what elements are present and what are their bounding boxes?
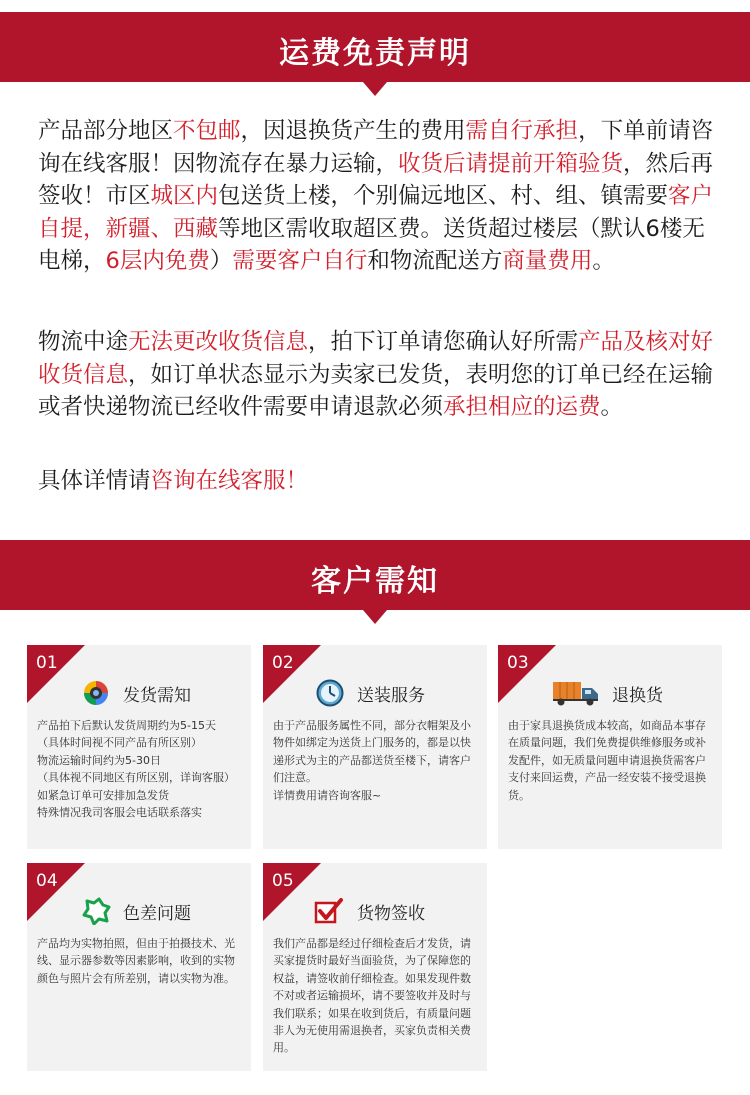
highlight-text: 咨询在线客服！ <box>150 468 309 494</box>
body-text: ，因退换货产生的费用 <box>240 118 466 144</box>
checkbox-icon <box>313 897 343 925</box>
card-number: 03 <box>507 653 529 673</box>
body-text: 等地区需收取超区费。送货超过楼层（默认6楼无电梯， <box>38 215 705 275</box>
freight-paragraph-2 <box>38 326 718 424</box>
card-title: 货物签收 <box>357 904 425 924</box>
notice-title: 客户需知 <box>311 564 439 599</box>
body-text: 。 <box>600 394 624 421</box>
body-text: ，如订单状态显示为卖家已发货，表明您的订单已经在运输或者快递物流已经收件需要申请退款必须 <box>38 361 714 421</box>
card-title: 发货需知 <box>123 686 191 706</box>
camera-lens-icon <box>81 679 111 707</box>
freight-banner-notch <box>363 82 387 96</box>
highlight-text: 收货后请提前开箱验货 <box>398 150 624 177</box>
body-text: ，下单前请咨询在线客服！因物流存在暴力运输， <box>38 118 714 177</box>
card-title: 送装服务 <box>357 686 425 706</box>
highlight-text: 6层内免费 <box>105 248 210 275</box>
highlight-text: 产品及核对好收货信息 <box>38 329 714 388</box>
notice-card-shipping <box>27 645 251 849</box>
card-text: 产品均为实物拍照，但由于拍摄技术、光线、显示器参数等因素影响，收到的实物颜色与照片会有所差别，请以实物为准。 <box>37 937 235 985</box>
card-number: 01 <box>36 653 58 673</box>
highlight-text: 城区内 <box>150 183 219 210</box>
card-text: 由于产品服务属性不同，部分衣帽架及小物件如绑定为送货上门服务的，都是以快递形式为主的产品都送货至楼下，请客户们注意。 详情费用请咨询客服~ <box>273 719 471 802</box>
body-text: ，拍下订单请您确认好所需 <box>308 329 579 355</box>
highlight-text: 客户自提，新疆、西藏 <box>38 183 714 242</box>
body-text: 和物流配送方 <box>367 248 503 275</box>
notice-card-return <box>498 645 722 849</box>
card-number: 02 <box>272 653 294 673</box>
card-title: 退换货 <box>612 686 663 706</box>
delivery-truck-icon <box>552 679 600 707</box>
freight-title: 运费免责声明 <box>279 36 471 71</box>
card-title: 色差问题 <box>123 904 191 924</box>
highlight-text: 需要客户自行 <box>232 248 368 275</box>
clock-icon <box>315 679 345 707</box>
notice-card-delivery <box>263 645 487 849</box>
notice-banner-notch <box>363 610 387 624</box>
body-text: 包送货上楼，个别偏远地区、村、组、镇需要 <box>218 183 669 210</box>
body-text: 产品部分地区 <box>38 118 174 144</box>
highlight-text: 无法更改收货信息 <box>128 329 309 355</box>
notice-card-signing <box>263 863 487 1071</box>
notice-card-color <box>27 863 251 1071</box>
puzzle-icon <box>81 897 111 925</box>
body-text: 。 <box>592 248 615 275</box>
body-text: ，然后再签收！市区 <box>38 150 714 210</box>
body-text: 具体详情请 <box>38 468 151 494</box>
card-text: 由于家具退换货成本较高，如商品本事存在质量问题，我们免费提供维修服务或补发配件，如无质量问题申请退换货需客户支付来回运费，产品一经安装不接受退换货。 <box>508 719 706 802</box>
body-text: ） <box>209 248 233 275</box>
highlight-text: 需自行承担 <box>465 118 579 144</box>
card-number: 04 <box>36 871 58 891</box>
highlight-text: 商量费用 <box>502 248 593 275</box>
highlight-text: 承担相应的运费 <box>443 394 601 421</box>
freight-paragraph-3 <box>38 465 718 498</box>
highlight-text: 不包邮 <box>173 118 241 144</box>
body-text: 物流中途 <box>38 329 129 355</box>
freight-paragraph-1 <box>38 115 718 278</box>
card-text: 产品拍下后默认发货周期约为5-15天 （具体时间视不同产品有所区别） 物流运输时间约为5-30日 （具体视不同地区有所区别，详询客服） 如紧急订单可安排加急发货 特殊情况我司客服会电话联系落实 <box>37 719 235 820</box>
card-text: 我们产品都是经过仔细检查后才发货，请买家提货时最好当面验货，为了保障您的权益，请签收前仔细检查。如果发现件数不对或者运输损坏，请不要签收并及时与我们联系；如果在收到货后，有质量问题非人为无使用需退换者，买家负责相关费用。 <box>273 937 471 1055</box>
card-number: 05 <box>272 871 294 891</box>
